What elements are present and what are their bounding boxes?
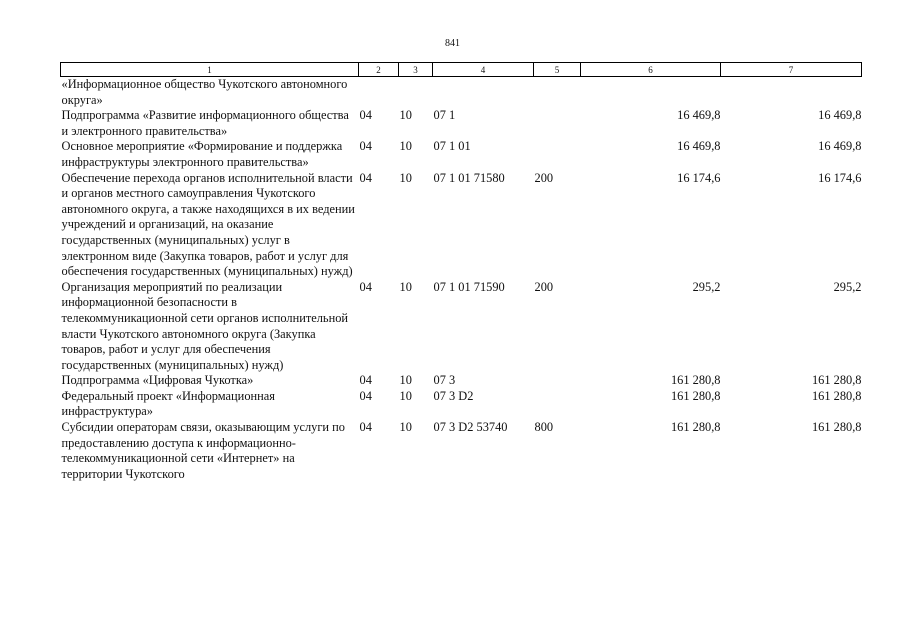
budget-table <box>60 62 862 482</box>
row-amount-2: 16 174,6 <box>818 170 862 185</box>
page-number: 841 <box>445 38 460 49</box>
row-expense-type: 200 <box>534 170 554 185</box>
row-amount-1: 16 174,6 <box>677 170 721 185</box>
row-subsection <box>399 77 433 109</box>
row-expense-type <box>534 77 581 109</box>
row-subsection: 10 <box>399 279 412 294</box>
table-row <box>61 139 862 170</box>
row-amount-2: 161 280,8 <box>811 373 862 388</box>
row-amount-1 <box>581 77 721 109</box>
row-amount-2: 295,2 <box>833 279 862 294</box>
row-amount-1: 161 280,8 <box>670 420 721 435</box>
row-amount-1: 161 280,8 <box>670 388 721 403</box>
row-amount-2: 16 469,8 <box>818 139 862 154</box>
row-section: 04 <box>359 373 372 388</box>
row-expense-type <box>534 139 581 170</box>
header-col-5: 5 <box>534 63 581 77</box>
row-name: Основное мероприятие «Формирование и поддержка инфраструктуры электронного правительства» <box>61 139 343 169</box>
row-target-code: 07 1 01 71580 <box>433 170 505 185</box>
row-name: «Информационное общество Чукотского автономного округа» <box>61 77 348 107</box>
row-subsection: 10 <box>399 388 412 403</box>
row-subsection: 10 <box>399 139 412 154</box>
row-subsection: 10 <box>399 170 412 185</box>
row-section: 04 <box>359 170 372 185</box>
table-row <box>61 77 862 109</box>
row-name: Федеральный проект «Информационная инфраструктура» <box>61 388 275 419</box>
table-row <box>61 171 862 280</box>
header-row <box>61 63 862 77</box>
row-amount-2: 161 280,8 <box>811 420 862 435</box>
row-target-code: 07 1 <box>433 108 456 123</box>
row-target-code: 07 3 <box>433 373 456 388</box>
row-subsection: 10 <box>399 108 412 123</box>
row-name: Подпрограмма «Цифровая Чукотка» <box>61 373 254 388</box>
row-section: 04 <box>359 108 372 123</box>
row-name: Подпрограмма «Развитие информационного общества и электронного правительства» <box>61 108 349 138</box>
row-target-code: 07 3 D2 53740 <box>433 420 508 435</box>
header-col-1: 1 <box>61 63 359 77</box>
header-col-7: 7 <box>721 63 862 77</box>
row-expense-type <box>534 389 581 420</box>
header-col-3: 3 <box>399 63 433 77</box>
table-row <box>61 389 862 420</box>
row-target-code: 07 1 01 <box>433 139 471 154</box>
row-amount-2: 16 469,8 <box>818 108 862 123</box>
row-amount-1: 161 280,8 <box>670 373 721 388</box>
row-target-code <box>433 77 534 109</box>
row-expense-type <box>534 108 581 139</box>
table-row <box>61 108 862 139</box>
table-row <box>61 280 862 374</box>
row-name: Обеспечение перехода органов исполнительной власти и органов местного самоуправления Чукотского автономного округа, а также находящихся в их ведении учреждений и организаций, на оказание государственных (муниципальных) услуг в электронном виде (Закупка товаров, работ и услуг для обеспечения государственных (муниципальных) нужд) <box>61 170 355 279</box>
row-section <box>359 77 399 109</box>
row-amount-2 <box>721 77 862 109</box>
header-col-6: 6 <box>581 63 721 77</box>
row-amount-1: 16 469,8 <box>677 139 721 154</box>
table-row <box>61 420 862 482</box>
row-amount-1: 16 469,8 <box>677 108 721 123</box>
row-name: Субсидии операторам связи, оказывающим услуги по предоставлению доступа к информационно-телекоммуникационной сети «Интернет» на территории Чукотского <box>61 420 345 481</box>
header-col-2: 2 <box>359 63 399 77</box>
row-expense-type: 200 <box>534 279 554 294</box>
row-section: 04 <box>359 388 372 403</box>
row-name: Организация мероприятий по реализации информационной безопасности в телекоммуникационной сети органов исполнительной власти Чукотского автономного округа (Закупка товаров, работ и услуг для обеспечения государственных (муниципальных) нужд) <box>61 279 349 372</box>
row-amount-1: 295,2 <box>692 279 721 294</box>
row-subsection: 10 <box>399 373 412 388</box>
row-expense-type <box>534 373 581 389</box>
row-expense-type: 800 <box>534 420 554 435</box>
table-row <box>61 373 862 389</box>
row-amount-2: 161 280,8 <box>811 388 862 403</box>
row-section: 04 <box>359 279 372 294</box>
row-target-code: 07 1 01 71590 <box>433 279 505 294</box>
header-col-4: 4 <box>433 63 534 77</box>
row-subsection: 10 <box>399 420 412 435</box>
row-target-code: 07 3 D2 <box>433 388 474 403</box>
row-section: 04 <box>359 139 372 154</box>
row-section: 04 <box>359 420 372 435</box>
